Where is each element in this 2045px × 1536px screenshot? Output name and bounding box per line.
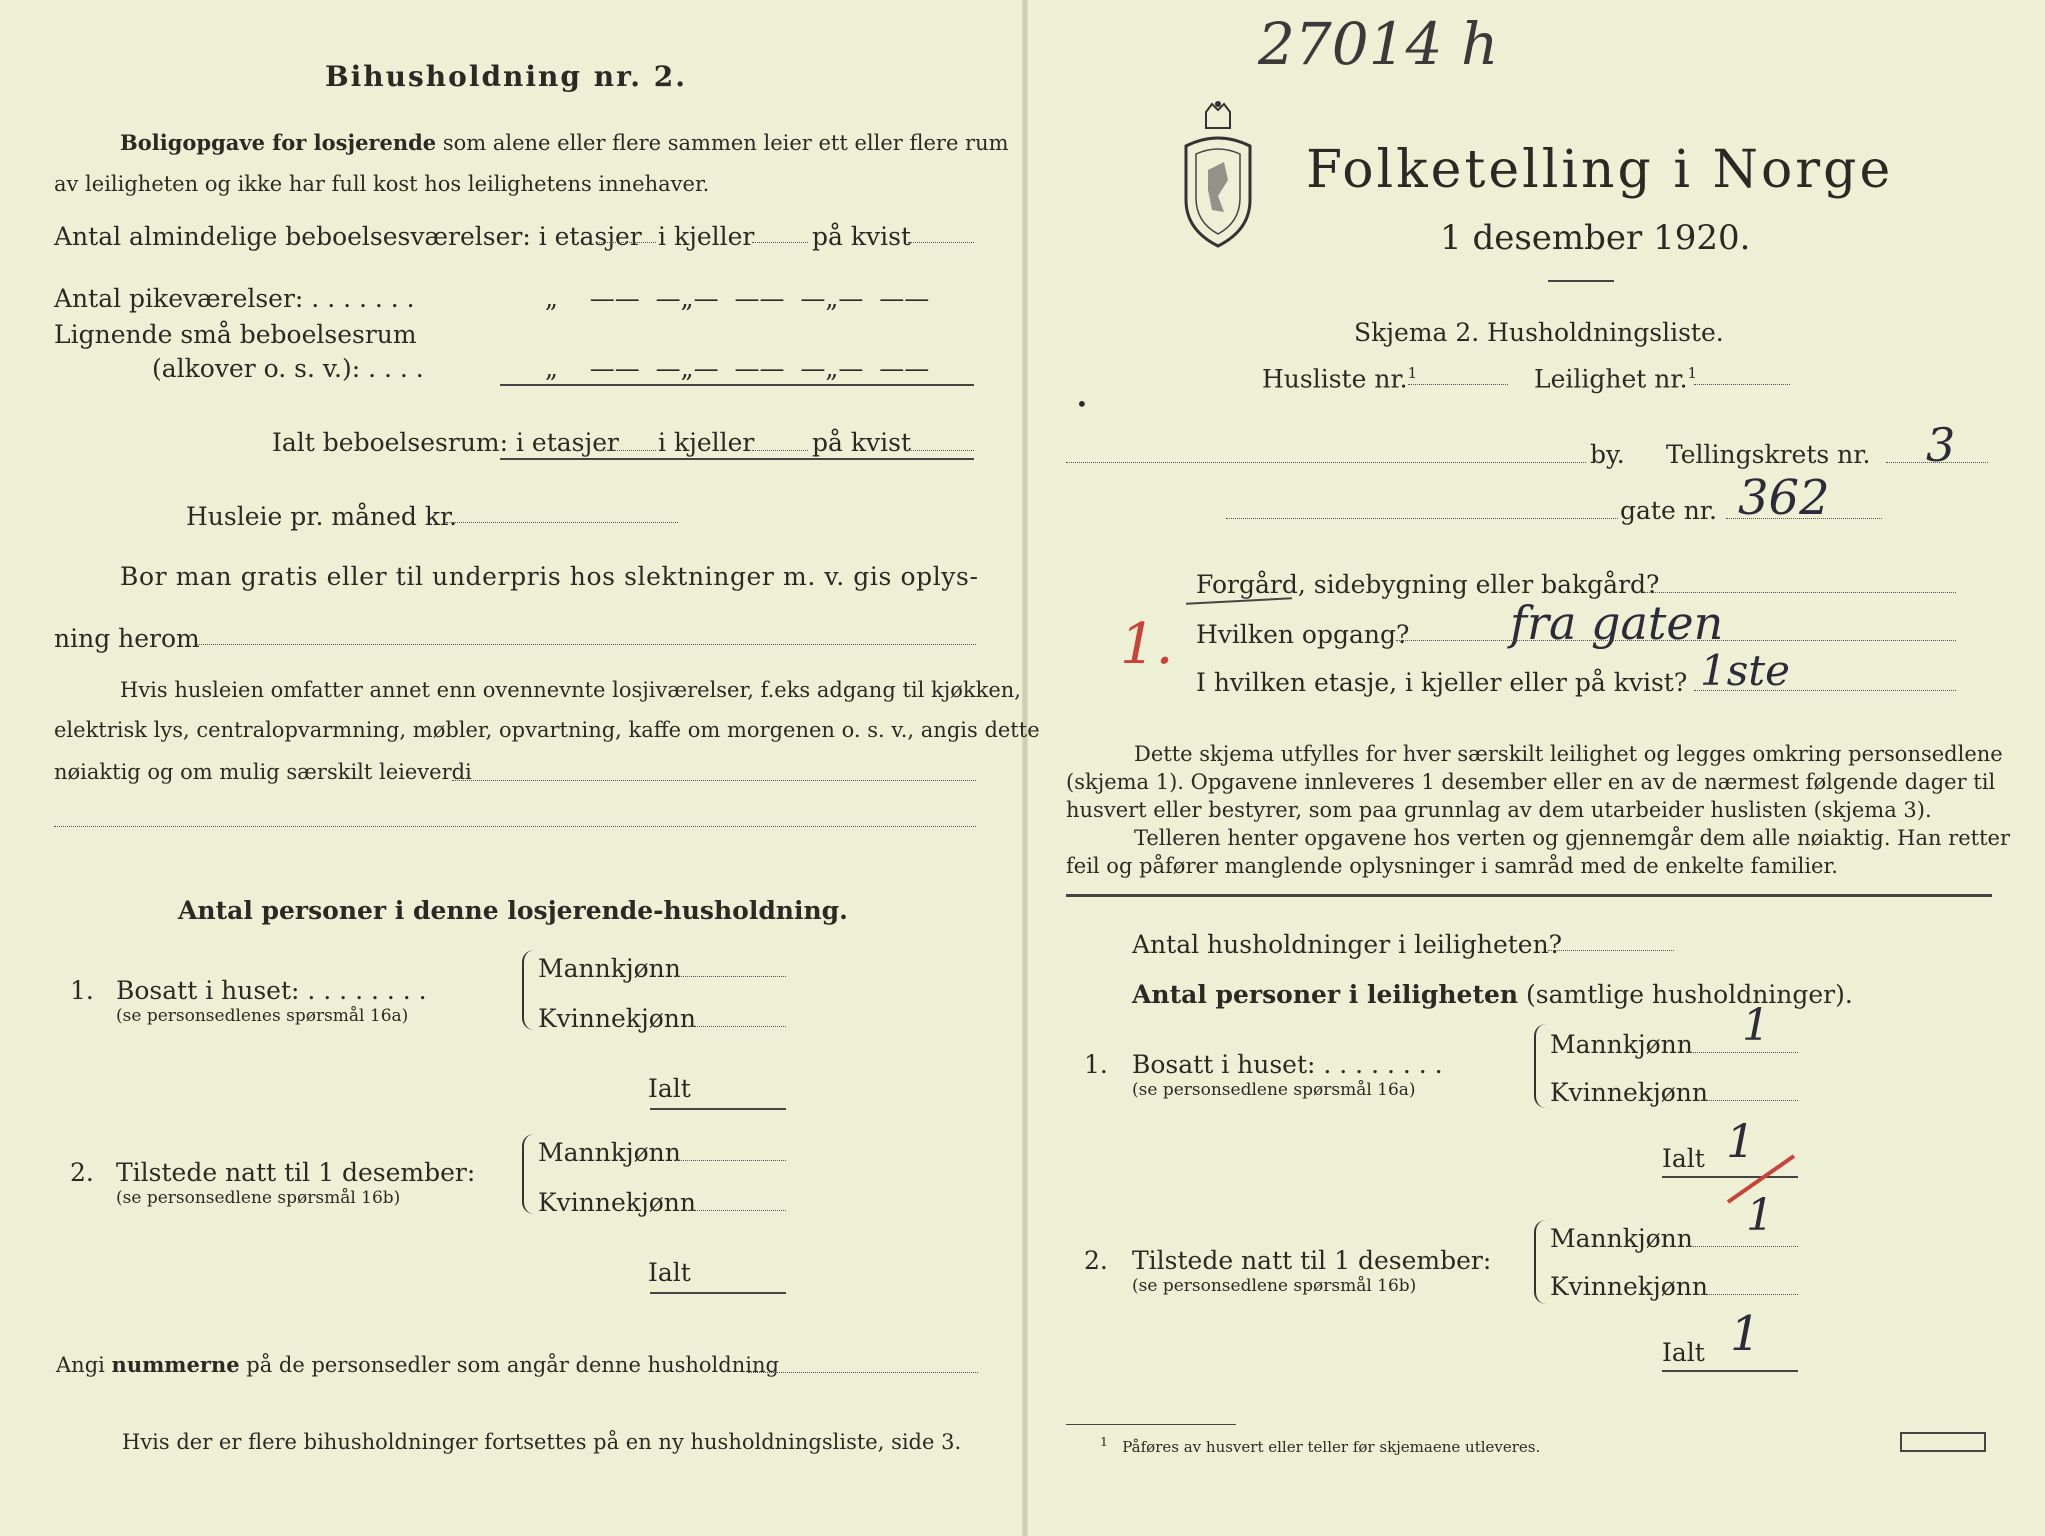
district-label: Tellingskrets nr. — [1666, 440, 1871, 469]
extra-line-3: nøiaktig og om mulig særskilt leieverdi — [54, 760, 472, 784]
subtotal-rule — [500, 384, 974, 386]
left-q2-total-label: Ialt — [648, 1258, 691, 1287]
rent-field[interactable] — [446, 522, 678, 523]
similar-rooms-1: Lignende små beboelsesrum — [54, 320, 417, 349]
left-q1-male-field[interactable] — [676, 976, 786, 977]
rooms-cellar-label: i kjeller — [658, 222, 755, 251]
left-q1-note: (se personsedlenes spørsmål 16a) — [116, 1006, 409, 1026]
right-persons-rest: (samtlige husholdninger). — [1526, 980, 1853, 1009]
right-q1-male-value[interactable]: 1 — [1742, 1000, 1770, 1051]
left-q1-total-field[interactable] — [650, 1108, 786, 1110]
info-line-4: Telleren henter opgavene hos verten og gjennemgår dem alle nøiaktig. Han retter — [1134, 826, 2011, 850]
right-q2-label: Tilstede natt til 1 desember: — [1132, 1246, 1492, 1275]
left-q2-total-field[interactable] — [650, 1292, 786, 1294]
numbers-bold: nummerne — [111, 1352, 240, 1377]
title-rule — [1548, 280, 1614, 282]
apartment-footnote: 1 — [1687, 364, 1698, 382]
left-q2-brace — [522, 1134, 538, 1214]
total-etasjer-field[interactable] — [596, 450, 656, 451]
left-q2-male-field[interactable] — [676, 1160, 786, 1161]
ditto-mark-2: „ —— —„— —— —„— —— — [545, 354, 930, 383]
extra-field[interactable] — [452, 780, 976, 781]
archive-number: 27014 h — [1258, 10, 1499, 78]
street-label: gate nr. — [1620, 496, 1717, 525]
left-q2-female-label: Kvinnekjønn — [538, 1188, 696, 1217]
numbers-post: på de personsedler som angår denne husholdning — [246, 1353, 779, 1377]
left-q2-num: 2. — [70, 1158, 94, 1187]
entrance-label: Hvilken opgang? — [1196, 620, 1410, 649]
free-field[interactable] — [196, 644, 976, 645]
left-q1-brace — [522, 950, 538, 1030]
extra-line-1: Hvis husleien omfatter annet enn ovennevnte losjiværelser, f.eks adgang til kjøkken, — [120, 678, 1021, 702]
left-q2-male-label: Mannkjønn — [538, 1138, 681, 1167]
right-q2-total-label: Ialt — [1662, 1338, 1705, 1367]
rooms-cellar-field[interactable] — [752, 242, 808, 243]
census-date: 1 desember 1920. — [1440, 218, 1751, 258]
house-list-footnote: 1 — [1407, 364, 1418, 382]
page-fold — [1022, 0, 1028, 1536]
left-q1-female-label: Kvinnekjønn — [538, 1004, 696, 1033]
left-q1-female-field[interactable] — [688, 1026, 786, 1027]
footnote-text: Påføres av husvert eller teller før skjemaene utleveres. — [1122, 1438, 1541, 1456]
right-q2-total-field[interactable] — [1662, 1370, 1798, 1372]
info-line-2: (skjema 1). Opgavene innleveres 1 desember eller en av de nærmest følgende dager til — [1066, 770, 1996, 794]
rent-label: Husleie pr. måned kr. — [186, 502, 458, 531]
city-field[interactable] — [1066, 462, 1586, 463]
total-cellar-label: i kjeller — [658, 428, 755, 457]
right-q2-male-label: Mannkjønn — [1550, 1224, 1693, 1253]
intro-line-1 — [120, 130, 1009, 155]
maid-rooms-label: Antal pikeværelser: . . . . . . . — [54, 284, 415, 313]
yard-label: Forgård, sidebygning eller bakgård? — [1196, 570, 1660, 599]
floor-label: I hvilken etasje, i kjeller eller på kvist? — [1196, 668, 1688, 697]
left-q1-male-label: Mannkjønn — [538, 954, 681, 983]
right-q1-male-field[interactable] — [1688, 1052, 1798, 1053]
info-line-1: Dette skjema utfylles for hver særskilt leilighet og legges omkring personsedlene — [1134, 742, 2003, 766]
footnote-rule — [1066, 1424, 1236, 1425]
right-q1-female-field[interactable] — [1698, 1100, 1798, 1101]
district-value[interactable]: 3 — [1926, 418, 1956, 472]
numbers-pre: Angi — [56, 1353, 105, 1377]
ink-dot: • — [1076, 392, 1088, 416]
margin-mark: 1. — [1120, 612, 1174, 677]
house-list-label — [1262, 364, 1417, 393]
right-q2-note: (se personsedlene spørsmål 16b) — [1132, 1276, 1417, 1296]
right-q2-male-field[interactable] — [1688, 1246, 1798, 1247]
left-q2-label: Tilstede natt til 1 desember: — [116, 1158, 476, 1187]
footnote-mark: 1 — [1100, 1434, 1108, 1449]
left-persons-heading: Antal personer i denne losjerende-husholdning. — [178, 896, 848, 925]
right-q1-total-value[interactable]: 1 — [1726, 1114, 1756, 1168]
ditto-mark: „ —— —„— —— —„— —— — [545, 284, 930, 313]
house-list-field[interactable] — [1408, 384, 1508, 385]
right-q1-total-label: Ialt — [1662, 1144, 1705, 1173]
right-q1-male-label: Mannkjønn — [1550, 1030, 1693, 1059]
right-q1-brace — [1534, 1024, 1550, 1108]
census-title: Folketelling i Norge — [1306, 140, 1894, 200]
rooms-etasjer-field[interactable] — [596, 242, 656, 243]
floor-value[interactable]: 1ste — [1700, 646, 1791, 695]
info-line-5: feil og påfører manglende oplysninger i samråd med de enkelte familier. — [1066, 854, 1838, 878]
street-number-field[interactable] — [1726, 518, 1882, 519]
coat-of-arms-icon — [1178, 100, 1258, 250]
printer-stamp — [1900, 1432, 1986, 1452]
apartment-label — [1534, 364, 1697, 393]
total-cellar-field[interactable] — [752, 450, 808, 451]
house-list-text: Husliste nr. — [1262, 364, 1408, 394]
info-line-3: husvert eller bestyrer, som paa grunnlag av dem utarbeider huslisten (skjema 3). — [1066, 798, 1932, 822]
apartment-text: Leilighet nr. — [1534, 364, 1688, 394]
district-field[interactable] — [1886, 462, 1988, 463]
intro-bold: Boligopgave for losjerende — [120, 130, 437, 155]
households-label: Antal husholdninger i leiligheten? — [1132, 930, 1563, 959]
floor-field[interactable] — [1694, 690, 1956, 691]
rooms-label: Antal almindelige beboelsesværelser: i etasjer — [54, 222, 642, 251]
left-q2-female-field[interactable] — [688, 1210, 786, 1211]
total-attic-field[interactable] — [908, 450, 974, 451]
total-rooms-label: Ialt beboelsesrum: i etasjer — [272, 428, 620, 457]
right-q1-note: (se personsedlene spørsmål 16a) — [1132, 1080, 1416, 1100]
left-q1-num: 1. — [70, 976, 94, 1005]
numbers-field[interactable] — [748, 1372, 978, 1373]
free-line-2: ning herom — [54, 624, 200, 653]
extra-field-2[interactable] — [54, 826, 976, 827]
rooms-attic-label: på kvist — [812, 222, 911, 251]
left-q2-note: (se personsedlene spørsmål 16b) — [116, 1188, 401, 1208]
total-attic-label: på kvist — [812, 428, 911, 457]
intro-rest: som alene eller flere sammen leier ett eller flere rum — [442, 131, 1009, 155]
street-name-field[interactable] — [1226, 518, 1618, 519]
info-rule — [1066, 894, 1992, 897]
left-q1-total-label: Ialt — [648, 1074, 691, 1103]
right-q1-label: Bosatt i huset: . . . . . . . . — [1132, 1050, 1443, 1079]
right-q1-female-label: Kvinnekjønn — [1550, 1078, 1708, 1107]
city-suffix: by. — [1590, 440, 1625, 469]
right-persons-bold: Antal personer i leiligheten — [1132, 980, 1519, 1009]
schema-label: Skjema 2. Husholdningsliste. — [1354, 318, 1724, 347]
numbers-line — [56, 1352, 779, 1377]
similar-rooms-2: (alkover o. s. v.): . . . . — [152, 354, 424, 383]
footnote — [1100, 1434, 1540, 1456]
right-q2-male-value[interactable]: 1 — [1746, 1190, 1774, 1241]
right-q2-brace — [1534, 1220, 1550, 1304]
right-q2-total-value[interactable]: 1 — [1730, 1306, 1761, 1362]
extra-line-2: elektrisk lys, centralopvarmning, møbler, opvartning, kaffe om morgenen o. s. v., angis dette — [54, 718, 1040, 742]
right-q2-female-label: Kvinnekjønn — [1550, 1272, 1708, 1301]
total-rule — [500, 458, 974, 460]
right-q1-num: 1. — [1084, 1050, 1108, 1079]
free-line-1: Bor man gratis eller til underpris hos slektninger m. v. gis oplys- — [120, 562, 979, 591]
households-field[interactable] — [1548, 950, 1674, 951]
rooms-attic-field[interactable] — [908, 242, 974, 243]
entrance-field[interactable] — [1396, 640, 1956, 641]
right-q2-female-field[interactable] — [1698, 1294, 1798, 1295]
apartment-field[interactable] — [1694, 384, 1790, 385]
entrance-value[interactable]: fra gaten — [1510, 596, 1724, 650]
street-value[interactable]: 362 — [1738, 470, 1830, 526]
right-q2-num: 2. — [1084, 1246, 1108, 1275]
intro-line-2: av leiligheten og ikke har full kost hos leilighetens innehaver. — [54, 172, 710, 196]
continue-note: Hvis der er flere bihusholdninger fortsettes på en ny husholdningsliste, side 3. — [122, 1430, 962, 1454]
left-heading: Bihusholdning nr. 2. — [325, 60, 687, 93]
left-q1-label: Bosatt i huset: . . . . . . . . — [116, 976, 427, 1005]
yard-field[interactable] — [1644, 592, 1956, 593]
